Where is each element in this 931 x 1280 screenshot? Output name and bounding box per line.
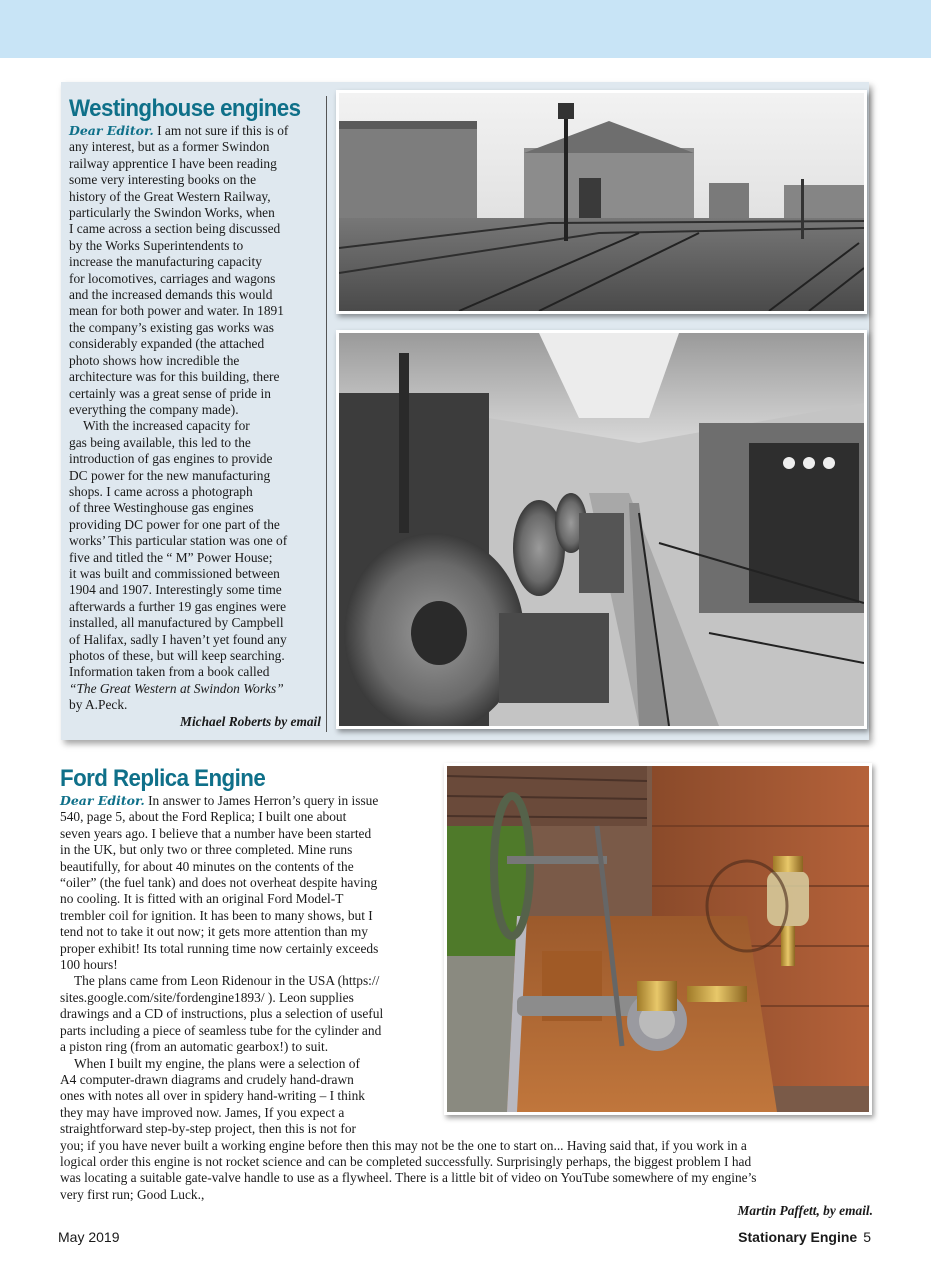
photo-gas-works bbox=[336, 90, 867, 314]
signature-martin-paffett: Martin Paffett, by email. bbox=[737, 1203, 873, 1219]
photo-ford-replica-engine bbox=[444, 763, 872, 1115]
letter-title-westinghouse: Westinghouse engines bbox=[69, 95, 301, 122]
letter-title-ford-replica: Ford Replica Engine bbox=[60, 765, 266, 792]
salutation: Dear Editor. bbox=[60, 793, 145, 808]
top-color-band bbox=[0, 0, 931, 58]
footer-magazine: Stationary Engine 5 bbox=[738, 1229, 871, 1245]
salutation: Dear Editor. bbox=[69, 123, 154, 138]
letter-body-ford-replica: Dear Editor. In answer to James Herron’s query in issue 540, page 5, about the Ford Replica; I built one about seven years ago. I believe that a number have been started in the UK, but only two or three completed. Mine runs beautifully, for about 40 minutes on the contents of the “oiler” (the fuel tank) and does not overheat despite having no cooling. It is fitted with an original Ford Model-T trembler coil for ignition. It has been to many shows, but I tend not to take it out now; it gets more attention than my proper exhibit! Its total running time now certainly exceeds 100 hours! The plans came from Leon Ridenour in the USA (https:// sites.google.com/site/fordengine1893/ ). Leon supplies drawings and a CD of instructions, plus a selection of useful parts including a piece of seamless tube for the cylinder and a piston ring (from an automatic gearbox!) to suit. When I built my engine, the plans were a selection of A4 computer-drawn diagrams and crudely hand-drawn ones with notes all over in spidery hand-writing – I think they may have improved now. James, If you expect a straightforward step-by-step project, then this is not for you; if you have never built a working engine before then this may not be the one to start on... Having said that, if you work in a logical order this engine is not rocket science and can be completed successfully. Surprisingly perhaps, the biggest problem I had was locating a suitable gate-valve handle to use as a flywheel. There is a little bit of video on YouTube somewhere of my engine’s very first run; Good Luck., Martin Paffett, by email. bbox=[60, 793, 873, 1219]
signature-michael-roberts: Michael Roberts by email bbox=[180, 713, 321, 729]
column-divider bbox=[326, 96, 327, 732]
letter-body-westinghouse: Dear Editor. I am not sure if this is of any interest, but as a former Swindon railway apprentice I have been reading some very interesting books on the history of the Great Western Railway, particularly the Swindon Works, when I came across a section being discussed by the Works Superintendents to increase the manufacturing capacity for locomotives, carriages and wagons and the increased demands this would mean for both power and water. In 1891 the company’s existing gas works was considerably expanded (the attached photo shows how incredible the architecture was for this building, there certainly was a great sense of pride in everything the company made). With the increased capacity for gas being available, this led to the introduction of gas engines to provide DC power for the new manufacturing shops. I came across a photograph of three Westinghouse gas engines providing DC power for one part of the works’ This particular station was one of five and titled the “ M” Power House; it was built and commissioned between 1904 and 1907. Interestingly some time afterwards a further 19 gas engines were installed, all manufactured by Campbell of Halifax, sadly I haven’t yet found any photos of these, but will keep searching. Information taken from a book called “The Great Western at Swindon Works” by A.Peck. Michael Roberts by email bbox=[69, 123, 321, 729]
photo-power-house-gas-engines bbox=[336, 330, 867, 729]
page-number: 5 bbox=[863, 1229, 871, 1245]
footer-date: May 2019 bbox=[58, 1229, 120, 1245]
